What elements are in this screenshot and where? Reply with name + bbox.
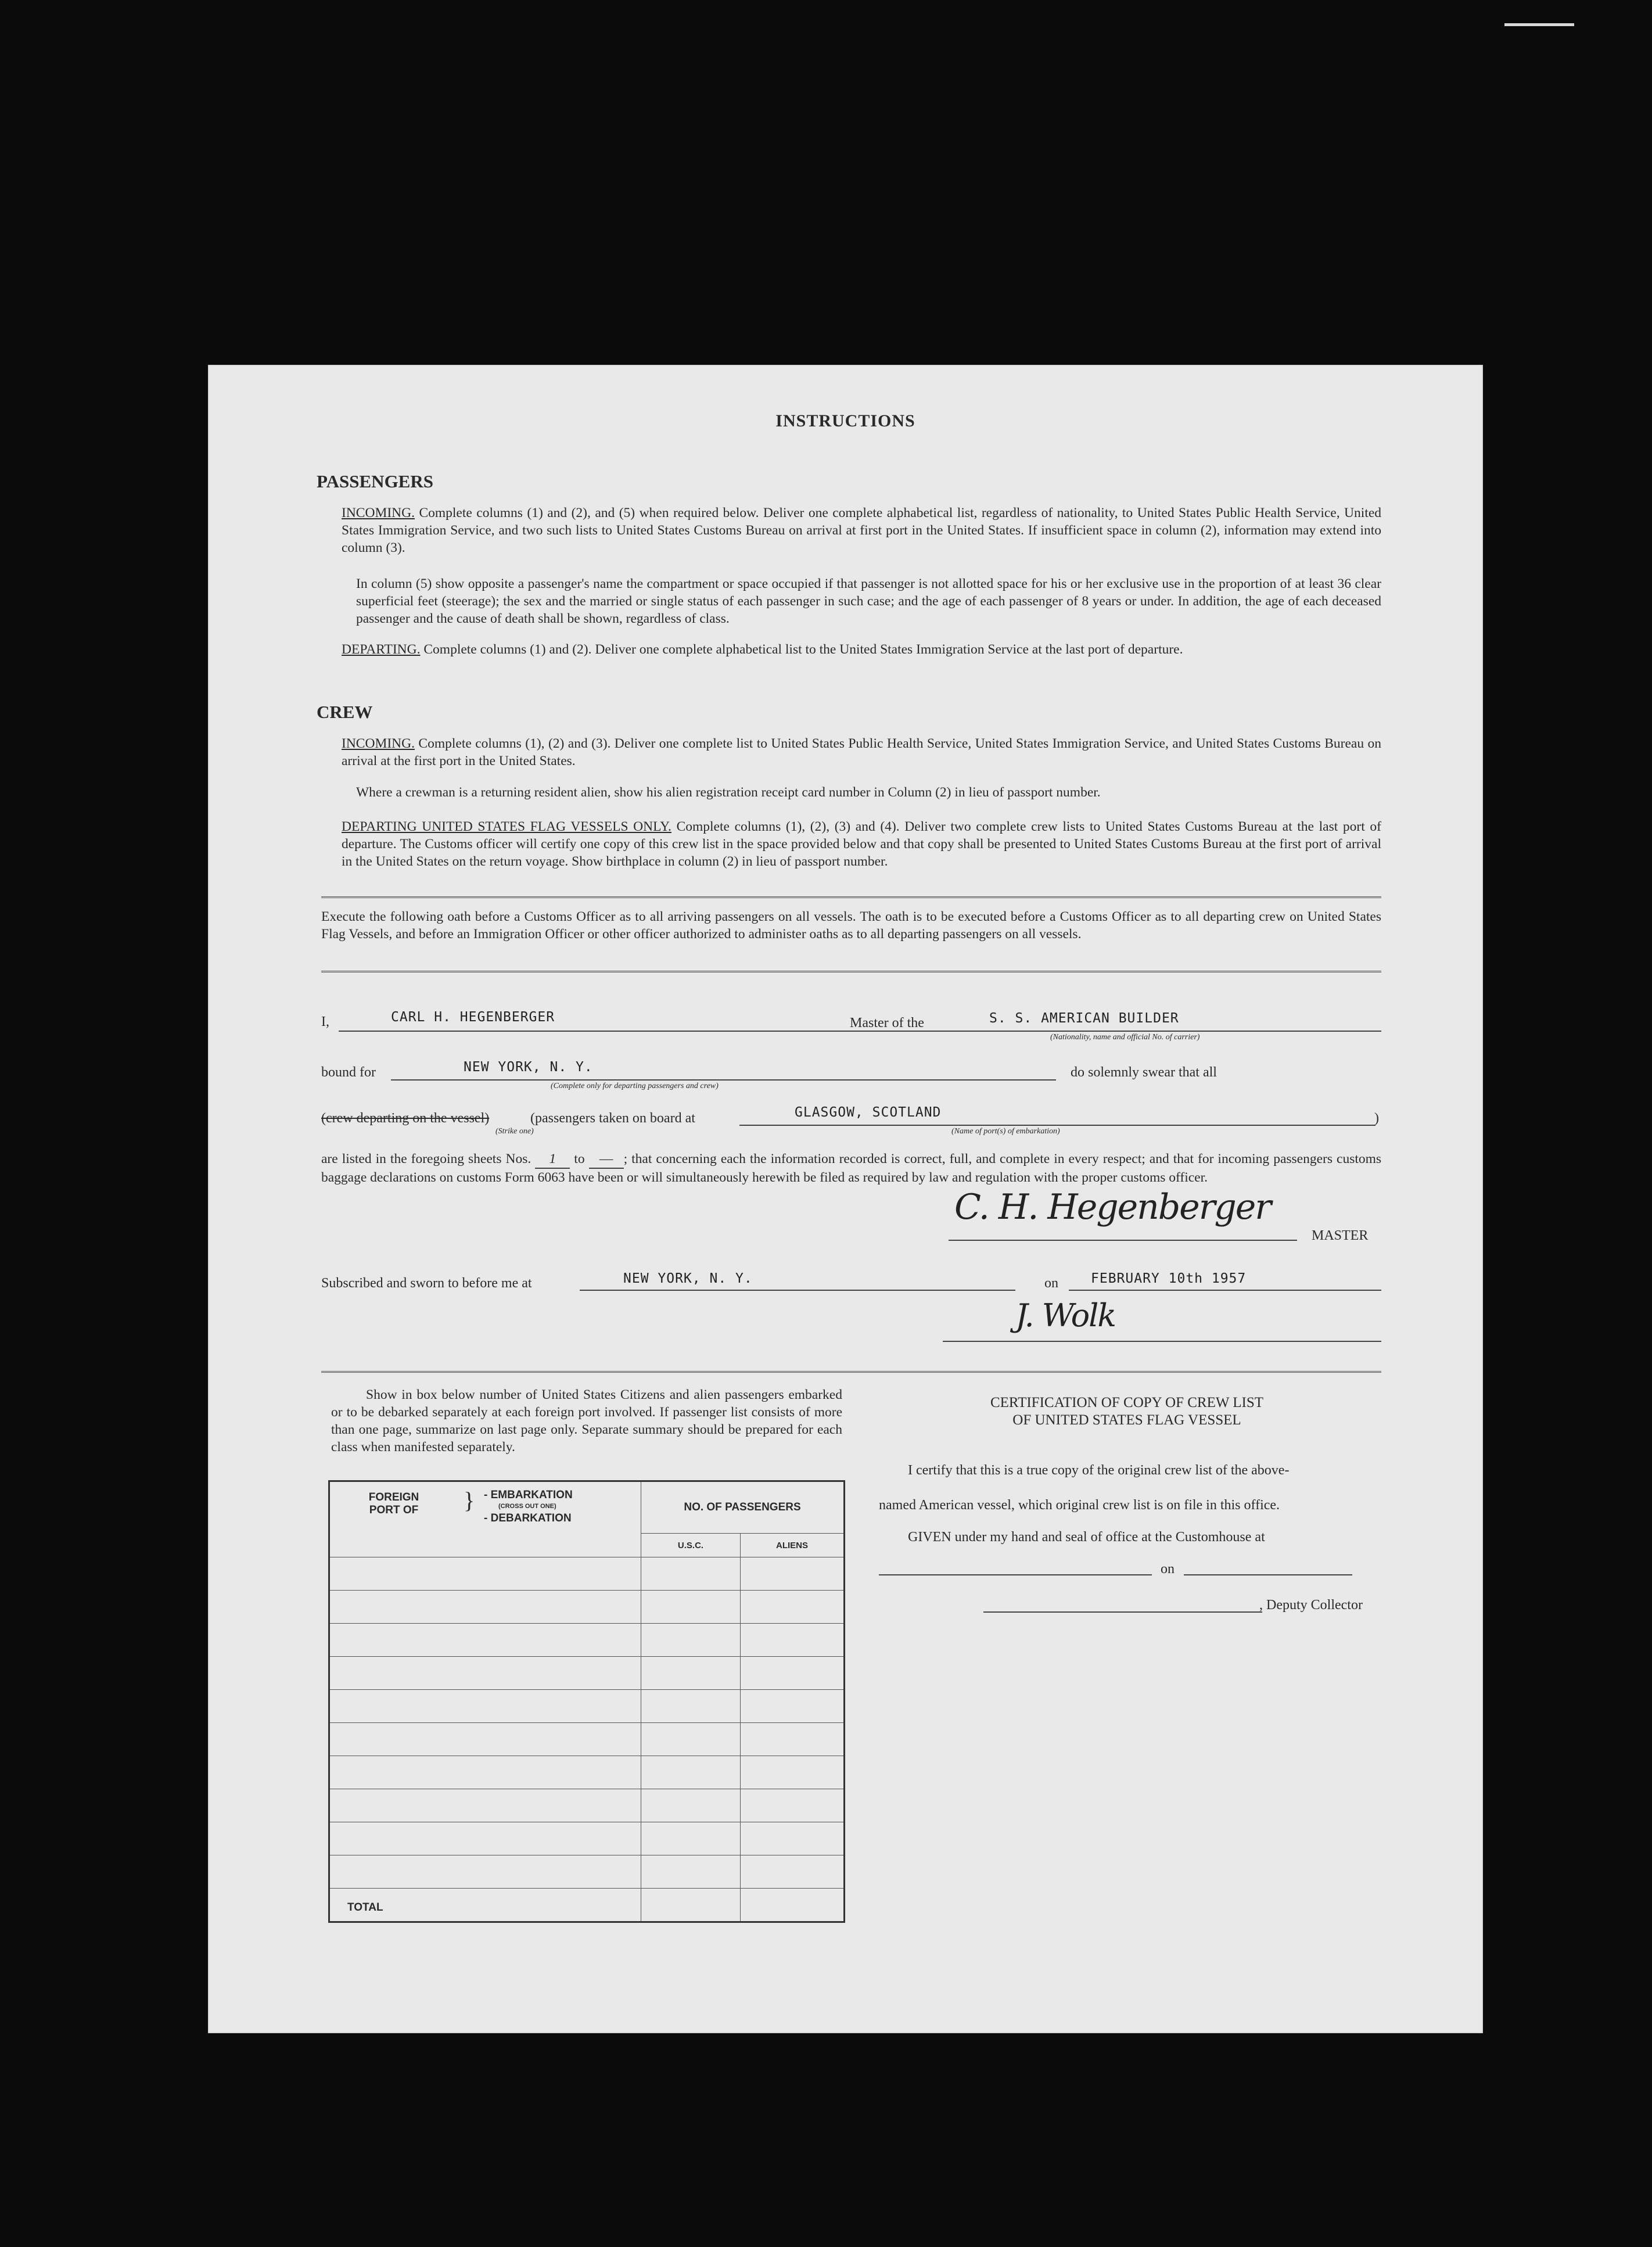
passengers-departing-text: Complete columns (1) and (2). Deliver one complete alphabetical list to the United States Immigration Service at the last port of departure. — [423, 642, 1183, 657]
passengers-column5-paragraph: In column (5) show opposite a passenger's name the compartment or space occupied if that passenger is not allotted space for his or her exclusive use in the proportion of at least 36 clear superficial feet (steerage); the sex and the married or single status of each passenger in such case; and the age of each passenger of 8 years or under. In addition, the age of each deceased passenger and the cause of death shall be shown, regardless of class. — [356, 576, 1381, 626]
bottom-divider — [321, 1371, 1381, 1373]
passenger-summary-table — [328, 1480, 845, 1923]
table-row — [329, 1855, 845, 1889]
certification-text-1: I certify that this is a true copy of the original crew list of the above- — [908, 1463, 1290, 1478]
table-row — [329, 1822, 845, 1855]
crew-resident-paragraph: Where a crewman is a returning resident alien, show his alien registration receipt card number in Column (2) in lieu of passport number. — [356, 785, 1101, 800]
aliens-cell — [741, 1624, 845, 1657]
table-row — [329, 1690, 845, 1723]
vessel-value: S. S. AMERICAN BUILDER — [989, 1011, 1179, 1026]
usc-cell — [641, 1855, 741, 1889]
certification-title-line2: OF UNITED STATES FLAG VESSEL — [1012, 1412, 1241, 1428]
usc-header: U.S.C. — [641, 1534, 741, 1557]
usc-cell — [641, 1789, 741, 1822]
master-name-value: CARL H. HEGENBERGER — [391, 1010, 555, 1025]
master-signature-line — [949, 1240, 1297, 1241]
aliens-cell — [741, 1690, 845, 1723]
bound-for-label: bound for — [321, 1065, 376, 1080]
usc-cell — [641, 1690, 741, 1723]
oath-divider — [321, 971, 1381, 972]
port-cell — [329, 1855, 641, 1889]
passengers-incoming-text: Complete columns (1) and (2), and (5) when required below. Deliver one complete alphabetical list, regardless of nationality, to United States Public Health Service, United States Immigration Service, and two such lists to United States Customs Bureau on arrival at first port in the United States. If insufficient space in column (2), information may extend into column (3). — [342, 505, 1382, 555]
aliens-cell — [741, 1756, 845, 1789]
port-cell — [329, 1657, 641, 1690]
master-label: MASTER — [1312, 1228, 1369, 1243]
usc-cell — [641, 1557, 741, 1591]
total-label: TOTAL — [347, 1901, 383, 1914]
oath-intro: Execute the following oath before a Customs Officer as to all arriving passengers on all vessels. The oath is to be executed before a Customs Officer as to all departing crew on United States Flag Vessels, and before an Immigration Officer or other officer authorized to administer oaths as to all departing passengers on all vessels. — [321, 909, 1381, 942]
sheet-from-value: 1 — [535, 1150, 570, 1169]
usc-cell — [641, 1591, 741, 1624]
bound-for-caption: (Complete only for departing passengers and crew) — [551, 1082, 719, 1090]
port-cell — [329, 1789, 641, 1822]
table-row — [329, 1624, 845, 1657]
table-row — [329, 1591, 845, 1624]
to-label: to — [574, 1151, 585, 1166]
sworn-date-value: FEBRUARY 10th 1957 — [1091, 1271, 1247, 1286]
aliens-cell — [741, 1557, 845, 1591]
debarkation-label: - DEBARKATION — [484, 1512, 572, 1524]
port-cell — [329, 1557, 641, 1591]
embark-caption: (Name of port(s) of embarkation) — [951, 1127, 1060, 1136]
port-cell — [329, 1723, 641, 1756]
certification-text-2: named American vessel, which original crew list is on file in this office. — [879, 1498, 1280, 1513]
crew-departing-paragraph — [342, 818, 1381, 870]
port-cell — [329, 1624, 641, 1657]
oath-i-label: I, — [321, 1014, 329, 1029]
document-page — [208, 365, 1483, 2033]
officer-signature: J. Wolk — [1015, 1297, 1116, 1334]
officer-signature-line — [943, 1341, 1381, 1342]
no-of-passengers-header: NO. OF PASSENGERS — [641, 1481, 845, 1534]
embarkation-label: - EMBARKATION — [484, 1489, 573, 1501]
crew-incoming-lead: INCOMING. — [342, 736, 415, 751]
section-divider — [321, 896, 1381, 898]
usc-cell — [641, 1756, 741, 1789]
deputy-collector-label: , Deputy Collector — [1259, 1598, 1363, 1613]
sworn-place-line — [580, 1290, 1015, 1291]
vessel-caption: (Nationality, name and official No. of carrier) — [1050, 1033, 1200, 1042]
aliens-header: ALIENS — [741, 1534, 845, 1557]
sworn-place-value: NEW YORK, N. Y. — [623, 1271, 753, 1286]
port-cell — [329, 1591, 641, 1624]
aliens-cell — [741, 1657, 845, 1690]
passengers-incoming-lead: INCOMING. — [342, 505, 415, 521]
foreign-port-label: FOREIGN PORT OF — [368, 1491, 419, 1516]
aliens-cell — [741, 1855, 845, 1889]
port-cell — [329, 1822, 641, 1855]
bound-for-value: NEW YORK, N. Y. — [464, 1060, 593, 1075]
listed-text: ; that concerning each the information recorded is correct, full, and complete in every respect; and that for incoming passengers customs baggage declarations on customs Form 6063 have been or will simultaneously herewith be filed as required by law and regulation with the proper customs officer. — [321, 1151, 1382, 1185]
embark-port-value: GLASGOW, SCOTLAND — [795, 1105, 942, 1120]
certification-title-line1: CERTIFICATION OF COPY OF CREW LIST — [990, 1395, 1264, 1410]
certification-date-line — [1184, 1574, 1352, 1575]
sheet-to-value: — — [589, 1150, 624, 1169]
summary-note: Show in box below number of United States Citizens and alien passengers embarked or to be debarked separately at each foreign port involved. If passenger list consists of more than one page, summarize on last page only. Separate summary should be prepared for each class when manifested separately. — [331, 1387, 842, 1455]
close-paren: ) — [1374, 1111, 1379, 1126]
master-of-label: Master of the — [850, 1015, 924, 1031]
master-signature: C. H. Hegenberger — [954, 1187, 1270, 1227]
aliens-cell — [741, 1789, 845, 1822]
scan-edge-mark — [1504, 23, 1574, 26]
table-row — [329, 1657, 845, 1690]
aliens-cell — [741, 1723, 845, 1756]
total-label-cell — [329, 1889, 641, 1922]
table-row — [329, 1789, 845, 1822]
passengers-departing-lead: DEPARTING. — [342, 642, 421, 657]
certification-text-3: GIVEN under my hand and seal of office at the Customhouse at — [908, 1530, 1265, 1545]
crew-incoming-paragraph — [342, 735, 1381, 770]
usc-total-cell — [641, 1889, 741, 1922]
passengers-incoming-paragraph — [342, 504, 1381, 557]
crew-incoming-text: Complete columns (1), (2) and (3). Deliver one complete list to United States Public Health Service, United States Immigration Service, and United States Customs Bureau on arrival at the first port in the United States. — [342, 736, 1381, 769]
brace-glyph: } — [464, 1487, 475, 1513]
deputy-collector-line — [983, 1611, 1262, 1613]
passengers-heading: PASSENGERS — [317, 471, 433, 491]
certification-title — [883, 1394, 1371, 1429]
certification-on-label: on — [1161, 1562, 1175, 1577]
cross-out-label: (CROSS OUT ONE) — [498, 1503, 556, 1510]
usc-cell — [641, 1822, 741, 1855]
table-row — [329, 1557, 845, 1591]
passengers-departing-paragraph — [342, 641, 1381, 658]
usc-cell — [641, 1723, 741, 1756]
swear-label: do solemnly swear that all — [1071, 1065, 1217, 1080]
usc-cell — [641, 1657, 741, 1690]
customhouse-line — [879, 1574, 1152, 1575]
table-row — [329, 1723, 845, 1756]
crew-departing-lead: DEPARTING UNITED STATES FLAG VESSELS ONLY. — [342, 819, 671, 834]
port-cell — [329, 1756, 641, 1789]
aliens-total-cell — [741, 1889, 845, 1922]
on-label: on — [1044, 1276, 1058, 1291]
aliens-cell — [741, 1591, 845, 1624]
passengers-taken-label: (passengers taken on board at — [530, 1111, 695, 1126]
sworn-date-line — [1069, 1290, 1381, 1291]
crew-departing-text: Complete columns (1), (2), (3) and (4). Deliver two complete crew lists to United States Customs Bureau at the last port of departure. The Customs officer will certify one copy of this crew list in the space provided below and that copy shall be presented to United States Customs Bureau at the first port of arrival in the United States on the return voyage. Show birthplace in column (2) in lieu of passport number. — [342, 819, 1381, 869]
port-header-cell — [329, 1481, 641, 1557]
usc-cell — [641, 1624, 741, 1657]
port-cell — [329, 1690, 641, 1723]
bound-for-line — [391, 1079, 1056, 1081]
subscribed-label: Subscribed and sworn to before me at — [321, 1276, 532, 1291]
crew-struck-text: (crew departing on the vessel) — [321, 1111, 490, 1126]
page-title: INSTRUCTIONS — [775, 411, 915, 430]
aliens-cell — [741, 1822, 845, 1855]
strike-caption: (Strike one) — [495, 1127, 534, 1136]
table-row — [329, 1756, 845, 1789]
crew-heading: CREW — [317, 702, 373, 722]
listed-paragraph — [321, 1150, 1381, 1186]
vessel-line — [941, 1031, 1381, 1032]
summary-table-header-row — [329, 1481, 845, 1534]
listed-label: are listed in the foregoing sheets Nos. — [321, 1151, 531, 1166]
embark-port-line — [739, 1125, 1376, 1126]
total-row — [329, 1889, 845, 1922]
